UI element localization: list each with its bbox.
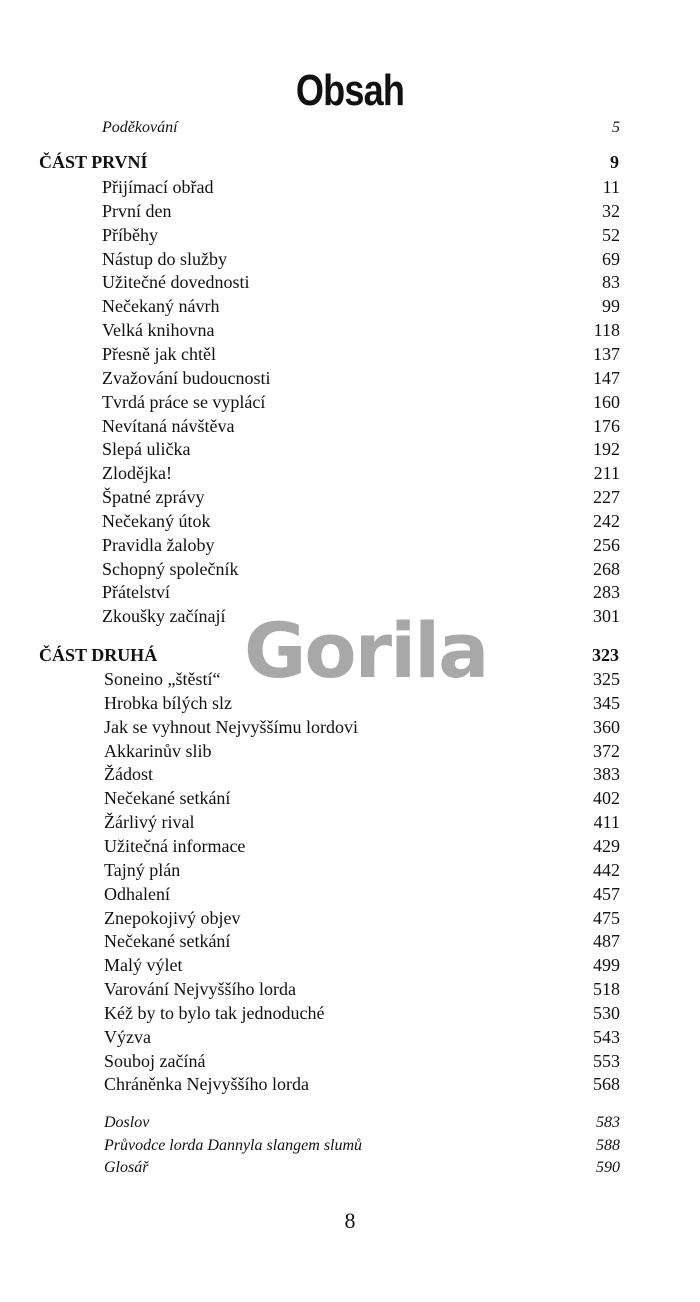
entry-label: Špatné zprávy	[102, 487, 205, 508]
toc-entry	[102, 223, 620, 247]
toc-entry	[102, 390, 620, 414]
toc-entry	[102, 485, 620, 509]
toc-entry	[104, 667, 620, 691]
part-heading-2	[39, 643, 619, 667]
entry-page: 553	[593, 1050, 620, 1071]
entry-page: 52	[602, 224, 620, 245]
part-heading-label: ČÁST PRVNÍ	[39, 152, 148, 172]
entry-label: Zlodějka!	[102, 463, 172, 484]
entry-label: Tajný plán	[104, 859, 181, 880]
entry-label: První den	[102, 200, 172, 221]
toc-entry	[104, 1156, 620, 1180]
toc-entry	[102, 414, 620, 438]
toc-entry	[102, 199, 620, 223]
entry-label: Zkoušky začínají	[102, 606, 226, 627]
entry-label: Nečekaný útok	[102, 510, 211, 531]
entry-page: 242	[593, 510, 620, 531]
entry-page: 372	[593, 740, 620, 761]
part-heading-page: 9	[610, 152, 619, 172]
entry-label: Schopný společník	[102, 558, 239, 579]
entry-label: Příběhy	[102, 224, 158, 245]
toc-entry	[104, 810, 620, 834]
entry-label: Přátelství	[102, 582, 170, 603]
toc-entry	[102, 294, 620, 318]
toc-entry	[102, 175, 620, 199]
entry-page: 442	[593, 859, 620, 880]
toc-entry	[104, 1001, 620, 1025]
toc-entry	[102, 437, 620, 461]
entry-page: 160	[593, 391, 620, 412]
entry-page: 429	[593, 835, 620, 856]
toc-entry	[104, 906, 620, 930]
toc-entry	[102, 270, 620, 294]
toc-entry	[104, 786, 620, 810]
entry-page: 383	[593, 764, 620, 785]
entry-page: 69	[602, 248, 620, 269]
toc-entry	[104, 715, 620, 739]
entry-page: 83	[602, 272, 620, 293]
toc-entry	[104, 1049, 620, 1073]
toc-entry	[102, 366, 620, 390]
entry-page: 345	[593, 692, 620, 713]
watermark: Gorila	[244, 606, 488, 695]
toc-entry	[104, 858, 620, 882]
entry-label: Nástup do služby	[102, 248, 227, 269]
page-number: 8	[344, 1208, 356, 1233]
entry-page: 543	[593, 1026, 620, 1047]
entry-page: 283	[593, 582, 620, 603]
entry-page: 99	[602, 296, 620, 317]
toc-entry	[104, 882, 620, 906]
toc-entry	[104, 1111, 620, 1135]
toc-entry	[104, 834, 620, 858]
toc-entry	[102, 461, 620, 485]
entry-label: Jak se vyhnout Nejvyššímu lordovi	[104, 716, 358, 737]
part-heading-label: ČÁST DRUHÁ	[39, 645, 158, 665]
entry-label: Žádost	[104, 764, 153, 785]
entry-page: 118	[593, 320, 620, 341]
entry-label: Zvažování budoucnosti	[102, 367, 271, 388]
toc-entry	[102, 318, 620, 342]
toc-entry	[104, 1025, 620, 1049]
toc-entry	[102, 557, 620, 581]
entry-page: 256	[593, 534, 620, 555]
entry-page: 530	[593, 1002, 620, 1023]
entry-page: 268	[593, 558, 620, 579]
entry-page: 475	[593, 907, 620, 928]
entry-page: 568	[593, 1074, 620, 1095]
entry-page: 518	[593, 979, 620, 1000]
entry-label: Poděkování	[102, 119, 178, 136]
entry-label: Kéž by to bylo tak jednoduché	[104, 1002, 325, 1023]
entry-label: Přijímací obřad	[102, 177, 214, 197]
entry-page: 487	[593, 931, 620, 952]
entry-page: 325	[593, 669, 620, 689]
entry-label: Malý výlet	[104, 955, 183, 976]
entry-label: Doslov	[104, 1114, 150, 1131]
entry-label: Odhalení	[104, 883, 170, 904]
toc-entry	[102, 580, 620, 604]
entry-page: 211	[593, 463, 620, 484]
entry-label: Velká knihovna	[102, 320, 215, 341]
entry-label: Varování Nejvyššího lorda	[104, 979, 296, 1000]
toc-entry	[104, 977, 620, 1001]
toc-entry	[104, 953, 620, 977]
entry-label: Výzva	[104, 1026, 151, 1047]
entry-page: 402	[593, 788, 620, 809]
entry-page: 590	[596, 1159, 620, 1176]
toc-entry	[104, 929, 620, 953]
toc-entry	[104, 691, 620, 715]
page-title: Obsah	[295, 66, 405, 115]
entry-label: Nečekaný návrh	[102, 296, 220, 317]
toc-entry	[102, 533, 620, 557]
entry-page: 360	[593, 716, 620, 737]
entry-page: 176	[593, 415, 620, 436]
entry-page: 192	[593, 439, 620, 460]
entry-label: Nečekané setkání	[104, 788, 231, 809]
part-heading-page: 323	[592, 645, 619, 665]
entry-label: Slepá ulička	[102, 439, 191, 460]
entry-page: 499	[593, 955, 620, 976]
entry-label: Hrobka bílých slz	[104, 692, 232, 713]
entry-page: 227	[593, 487, 620, 508]
toc-entry	[104, 1134, 620, 1158]
entry-page: 147	[593, 367, 620, 388]
entry-page: 588	[596, 1136, 620, 1154]
entry-label: Nevítaná návštěva	[102, 415, 235, 436]
toc-entry	[104, 1072, 620, 1096]
entry-label: Pravidla žaloby	[102, 534, 215, 555]
toc-entry	[102, 247, 620, 271]
toc-entry	[104, 739, 620, 763]
entry-label: Znepokojivý objev	[104, 907, 241, 928]
entry-page: 11	[602, 177, 620, 197]
toc-entry	[102, 604, 620, 628]
toc-entry	[102, 509, 620, 533]
entry-page: 301	[593, 606, 620, 627]
toc-entry	[102, 342, 620, 366]
entry-label: Chráněnka Nejvyššího lorda	[104, 1074, 309, 1095]
entry-page: 32	[602, 200, 620, 221]
entry-label: Glosář	[104, 1159, 149, 1176]
entry-page: 137	[593, 343, 620, 364]
entry-label: Akkarinův slib	[104, 740, 212, 761]
entry-page: 457	[593, 883, 620, 904]
entry-label: Nečekané setkání	[104, 931, 231, 952]
entry-label: Užitečné dovednosti	[102, 272, 250, 293]
toc-entry	[104, 762, 620, 786]
entry-label: Průvodce lorda Dannyla slangem slumů	[104, 1136, 363, 1154]
entry-label: Tvrdá práce se vyplácí	[102, 391, 266, 412]
entry-label: Souboj začíná	[104, 1050, 206, 1071]
entry-page: 583	[596, 1114, 620, 1131]
entry-label: Přesně jak chtěl	[102, 343, 216, 364]
entry-label: Soneino „štěstí“	[104, 669, 221, 689]
entry-page: 5	[612, 119, 620, 136]
entry-label: Užitečná informace	[104, 835, 246, 856]
toc-entry-acknowledgements	[102, 116, 620, 140]
entry-page: 411	[593, 812, 620, 833]
entry-label: Žárlivý rival	[104, 812, 195, 833]
part-heading-1	[39, 150, 619, 174]
